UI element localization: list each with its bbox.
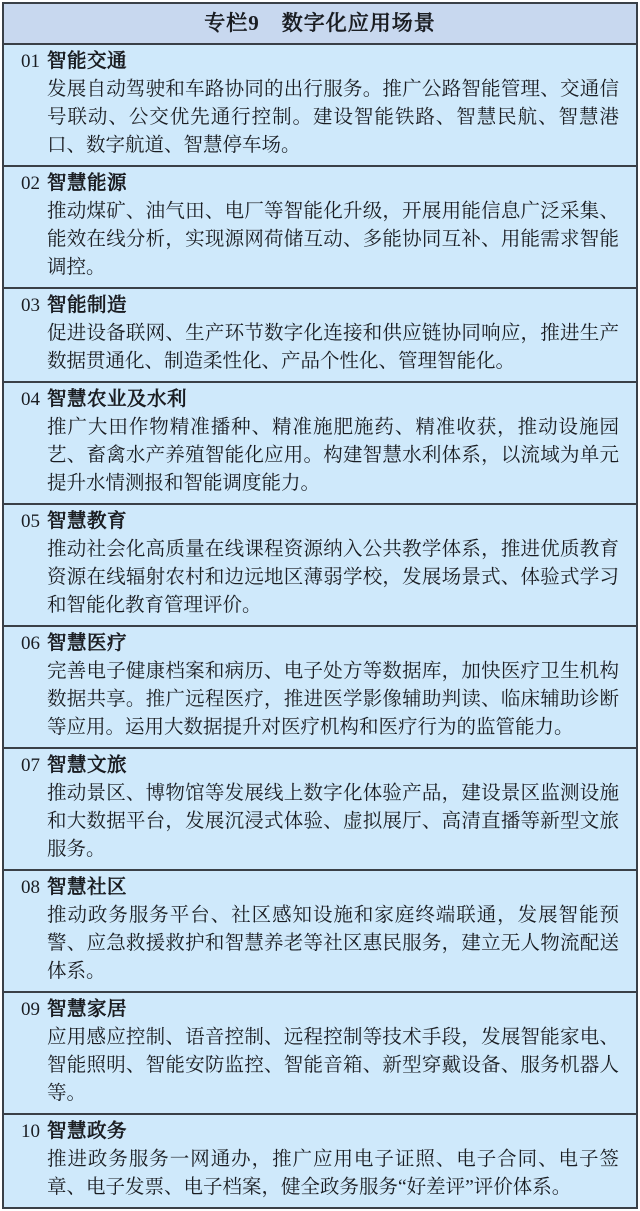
scenario-section <box>4 747 636 869</box>
scenario-description: 推广大田作物精准播种、精准施肥施药、精准收获，推动设施园艺、畜禽水产养殖智能化应用。构建智慧水利体系，以流域为单元提升水情测报和智能调度能力。 <box>47 417 619 494</box>
scenario-heading <box>21 170 619 198</box>
scenario-title: 智慧文旅 <box>47 755 128 776</box>
scenario-description: 推进政务服务一网通办，推广应用电子证照、电子合同、电子签章、电子发票、电子档案，健全政务服务“好差评”评价体系。 <box>47 1149 619 1198</box>
scenario-description: 推动景区、博物馆等发展线上数字化体验产品，建设景区监测设施和大数据平台，发展沉浸式体验、虚拟展厅、高清直播等新型文旅服务。 <box>47 783 619 860</box>
scenario-number: 05 <box>21 511 40 532</box>
scenario-description: 应用感应控制、语音控制、远程控制等技术手段，发展智能家电、智能照明、智能安防监控、智能音箱、新型穿戴设备、服务机器人等。 <box>47 1027 619 1104</box>
scenario-title: 智慧社区 <box>47 877 128 898</box>
scenario-title: 智慧教育 <box>47 511 128 532</box>
scenario-description: 完善电子健康档案和病历、电子处方等数据库，加快医疗卫生机构数据共享。推广远程医疗，推进医学影像辅助判读、临床辅助诊断等应用。运用大数据提升对医疗机构和医疗行为的监管能力。 <box>47 661 619 738</box>
scenario-title: 智慧医疗 <box>47 633 128 654</box>
scenario-description: 发展自动驾驶和车路协同的出行服务。推广公路智能管理、交通信号联动、公交优先通行控制。建设智能铁路、智慧民航、智慧港口、数字航道、智慧停车场。 <box>47 79 619 156</box>
scenario-title: 智能交通 <box>47 51 128 72</box>
scenario-description: 推动政务服务平台、社区感知设施和家庭终端联通，发展智能预警、应急救援救护和智慧养老等社区惠民服务，建立无人物流配送体系。 <box>47 905 619 982</box>
scenario-section <box>4 287 636 381</box>
scenario-heading <box>21 292 619 320</box>
scenario-section <box>4 625 636 747</box>
scenario-heading <box>21 1118 619 1146</box>
scenario-number: 06 <box>21 633 40 654</box>
box-title: 专栏9 数字化应用场景 <box>4 4 636 45</box>
scenario-description: 推动社会化高质量在线课程资源纳入公共教学体系，推进优质教育资源在线辐射农村和边远地区薄弱学校，发展场景式、体验式学习和智能化教育管理评价。 <box>47 539 619 616</box>
scenario-heading <box>21 630 619 658</box>
scenario-description: 促进设备联网、生产环节数字化连接和供应链协同响应，推进生产数据贯通化、制造柔性化、产品个性化、管理智能化。 <box>47 323 619 372</box>
box-body <box>4 45 636 1207</box>
policy-box <box>2 2 638 1209</box>
scenario-number: 07 <box>21 755 40 776</box>
scenario-heading <box>21 752 619 780</box>
scenario-number: 01 <box>21 51 40 72</box>
scenario-heading <box>21 996 619 1024</box>
scenario-heading <box>21 48 619 76</box>
scenario-number: 03 <box>21 295 40 316</box>
scenario-section <box>4 1113 636 1207</box>
scenario-section <box>4 381 636 503</box>
scenario-description: 推动煤矿、油气田、电厂等智能化升级，开展用能信息广泛采集、能效在线分析，实现源网荷储互动、多能协同互补、用能需求智能调控。 <box>47 201 619 278</box>
scenario-heading <box>21 386 619 414</box>
scenario-section <box>4 991 636 1113</box>
scenario-section <box>4 165 636 287</box>
scenario-number: 04 <box>21 389 40 410</box>
scenario-title: 智慧农业及水利 <box>47 389 188 410</box>
scenario-title: 智能制造 <box>47 295 128 316</box>
scenario-number: 02 <box>21 173 40 194</box>
scenario-number: 08 <box>21 877 40 898</box>
scenario-heading <box>21 508 619 536</box>
scenario-title: 智慧政务 <box>47 1121 128 1142</box>
scenario-number: 09 <box>21 999 40 1020</box>
scenario-section <box>4 869 636 991</box>
scenario-title: 智慧能源 <box>47 173 128 194</box>
scenario-heading <box>21 874 619 902</box>
scenario-section <box>4 45 636 165</box>
scenario-title: 智慧家居 <box>47 999 128 1020</box>
scenario-number: 10 <box>21 1121 40 1142</box>
scenario-section <box>4 503 636 625</box>
